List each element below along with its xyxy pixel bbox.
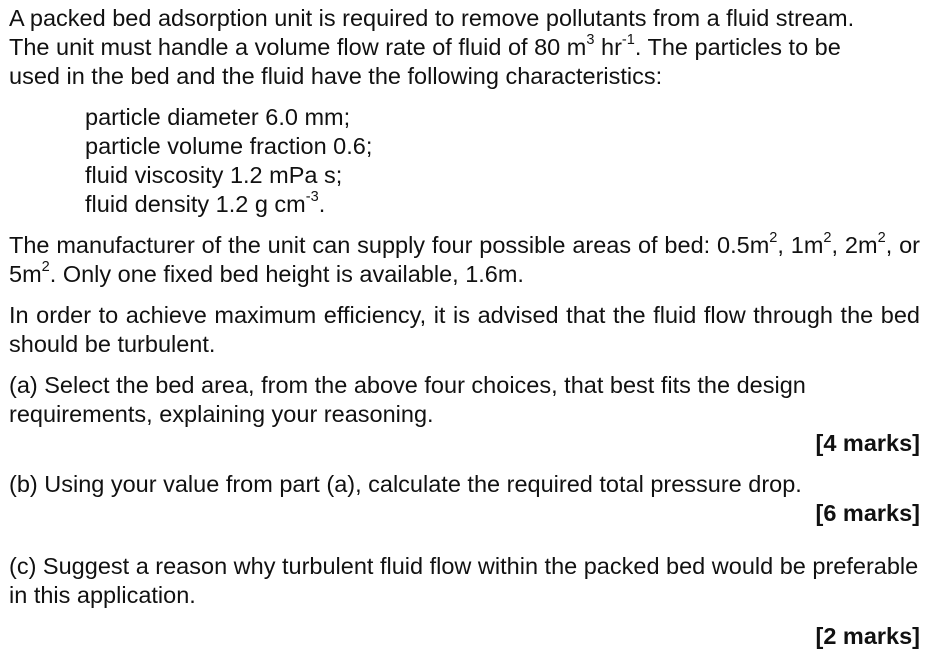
question-b-text: (b) Using your value from part (a), calculate the required total pressure drop. (9, 471, 802, 497)
characteristic-fluid-viscosity: fluid viscosity 1.2 mPa s; (85, 162, 343, 188)
question-a-text: (a) Select the bed area, from the above four choices, that best fits the design requirements, explaining your reasoning. (9, 372, 806, 427)
turbulent-flow-paragraph: In order to achieve maximum efficiency, it is advised that the fluid flow through the bed should be turbulent. (9, 302, 920, 357)
characteristics-list (85, 103, 920, 219)
intro-line-1: A packed bed adsorption unit is required to remove pollutants from a fluid stream. (9, 5, 855, 31)
characteristic-particle-diameter: particle diameter 6.0 mm; (85, 104, 351, 130)
question-c-marks: [2 marks] (815, 623, 920, 649)
intro-paragraph (9, 4, 920, 91)
intro-line-3: used in the bed and the fluid have the following characteristics: (9, 63, 663, 89)
intro-line-2: The unit must handle a volume flow rate of fluid of 80 $m^3$ $hr^{-1}$. The particles to be (9, 32, 841, 60)
characteristic-fluid-density: fluid density 1.2 g $cm^{-3}$. (85, 189, 326, 217)
question-c-text: (c) Suggest a reason why turbulent fluid flow within the packed bed would be preferable in this application. (9, 553, 919, 608)
question-b-marks: [6 marks] (815, 500, 920, 526)
characteristic-volume-fraction: particle volume fraction 0.6; (85, 133, 373, 159)
bed-areas-paragraph: The manufacturer of the unit can supply four possible areas of bed: $0.5m^2$, $1m^2$, $2m^2$, or $5m^2$. Only one fixed bed height is available, 1.6m. (9, 230, 920, 287)
question-b (9, 470, 920, 528)
question-c (9, 552, 920, 651)
question-a (9, 371, 920, 458)
question-a-marks: [4 marks] (815, 430, 920, 456)
